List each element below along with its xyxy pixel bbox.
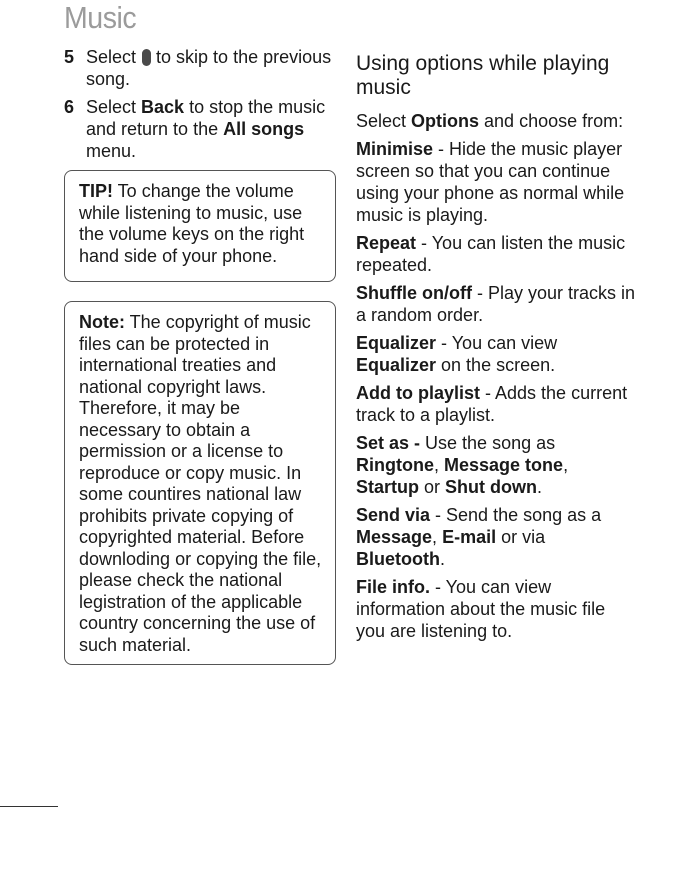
step-keyword: All songs bbox=[223, 119, 305, 139]
option-label: Send via bbox=[356, 505, 431, 525]
option-description: - Hide the music player screen so that you can continue using your phone as normal while music is playing. bbox=[356, 139, 625, 225]
step-text-part: to skip to the previous song. bbox=[86, 47, 332, 89]
option-description: on the screen. bbox=[436, 355, 556, 375]
intro-text: and choose from: bbox=[479, 111, 624, 131]
skip-previous-icon bbox=[142, 49, 151, 66]
option-add-to-playlist bbox=[356, 382, 636, 426]
option-label: File info. bbox=[356, 577, 430, 597]
option-keyword: Bluetooth bbox=[356, 549, 440, 569]
intro-text: Select bbox=[356, 111, 412, 131]
option-description: - Adds the current track to a playlist. bbox=[356, 383, 628, 425]
option-repeat bbox=[356, 232, 636, 276]
tip-label: TIP! bbox=[79, 181, 113, 201]
option-send-via bbox=[356, 504, 636, 570]
options-heading: Using options while playing music bbox=[356, 52, 610, 99]
option-description: - You can view information about the music file you are listening to. bbox=[356, 577, 606, 641]
option-label: Equalizer bbox=[356, 333, 437, 353]
note-text: The copyright of music files can be protected in international treaties and national copyright laws. Therefore, it may be necessary to obtain a permission or a license to reproduce or copy music. In some countires national law prohibits private copying of copyrighted material. Before downloding or copying the file, please check the national legistration of the applicable country concerning the use of such material. bbox=[79, 312, 322, 655]
options-intro bbox=[356, 110, 636, 132]
option-file-info bbox=[356, 576, 636, 642]
step-text-part: to stop the music and return to the bbox=[86, 97, 326, 139]
step-text-part: menu. bbox=[86, 141, 137, 161]
option-keyword: Equalizer bbox=[356, 355, 437, 375]
step-6 bbox=[64, 96, 336, 162]
option-separator: or bbox=[419, 477, 446, 497]
option-label: Shuffle on/off bbox=[356, 283, 472, 303]
option-equalizer bbox=[356, 332, 636, 376]
option-keyword: Message bbox=[356, 527, 433, 547]
left-column bbox=[64, 46, 336, 665]
option-description: - Play your tracks in a random order. bbox=[356, 283, 636, 325]
step-keyword: Back bbox=[141, 97, 185, 117]
option-separator: , bbox=[434, 455, 445, 475]
option-label: Add to playlist bbox=[356, 383, 481, 403]
option-keyword: Message tone bbox=[444, 455, 564, 475]
step-number: 5 bbox=[64, 47, 75, 67]
option-keyword: Shut down bbox=[445, 477, 537, 497]
option-label: Minimise bbox=[356, 139, 434, 159]
step-text-part: Select bbox=[86, 47, 137, 67]
tip-text: To change the volume while listening to music, use the volume keys on the right hand side of your phone. bbox=[79, 181, 305, 266]
option-separator: , bbox=[432, 527, 443, 547]
step-number: 6 bbox=[64, 97, 75, 117]
option-separator: . bbox=[439, 549, 445, 569]
option-shuffle bbox=[356, 282, 636, 326]
step-text-part: Select bbox=[86, 97, 142, 117]
tip-box bbox=[64, 170, 336, 282]
note-box bbox=[64, 301, 336, 665]
option-description: - You can view bbox=[436, 333, 558, 353]
option-keyword: E-mail bbox=[442, 527, 497, 547]
option-description: - You can listen the music repeated. bbox=[356, 233, 626, 275]
intro-keyword: Options bbox=[411, 111, 480, 131]
option-keyword: Ringtone bbox=[356, 455, 434, 475]
option-description: Use the song as bbox=[420, 433, 556, 453]
option-separator: , bbox=[563, 455, 569, 475]
step-text bbox=[86, 96, 336, 162]
page-section-title: Music bbox=[64, 0, 137, 35]
option-keyword: Startup bbox=[356, 477, 419, 497]
note-label: Note: bbox=[79, 312, 125, 332]
step-5 bbox=[64, 46, 336, 90]
option-description: - Send the song as a bbox=[430, 505, 602, 525]
option-separator: or via bbox=[496, 527, 546, 547]
footer-rule bbox=[0, 806, 58, 807]
right-column bbox=[356, 46, 636, 648]
option-label: Set as - bbox=[356, 433, 421, 453]
option-set-as bbox=[356, 432, 636, 498]
option-separator: . bbox=[537, 477, 543, 497]
option-label: Repeat bbox=[356, 233, 417, 253]
step-text bbox=[86, 46, 336, 90]
option-minimise bbox=[356, 138, 636, 226]
